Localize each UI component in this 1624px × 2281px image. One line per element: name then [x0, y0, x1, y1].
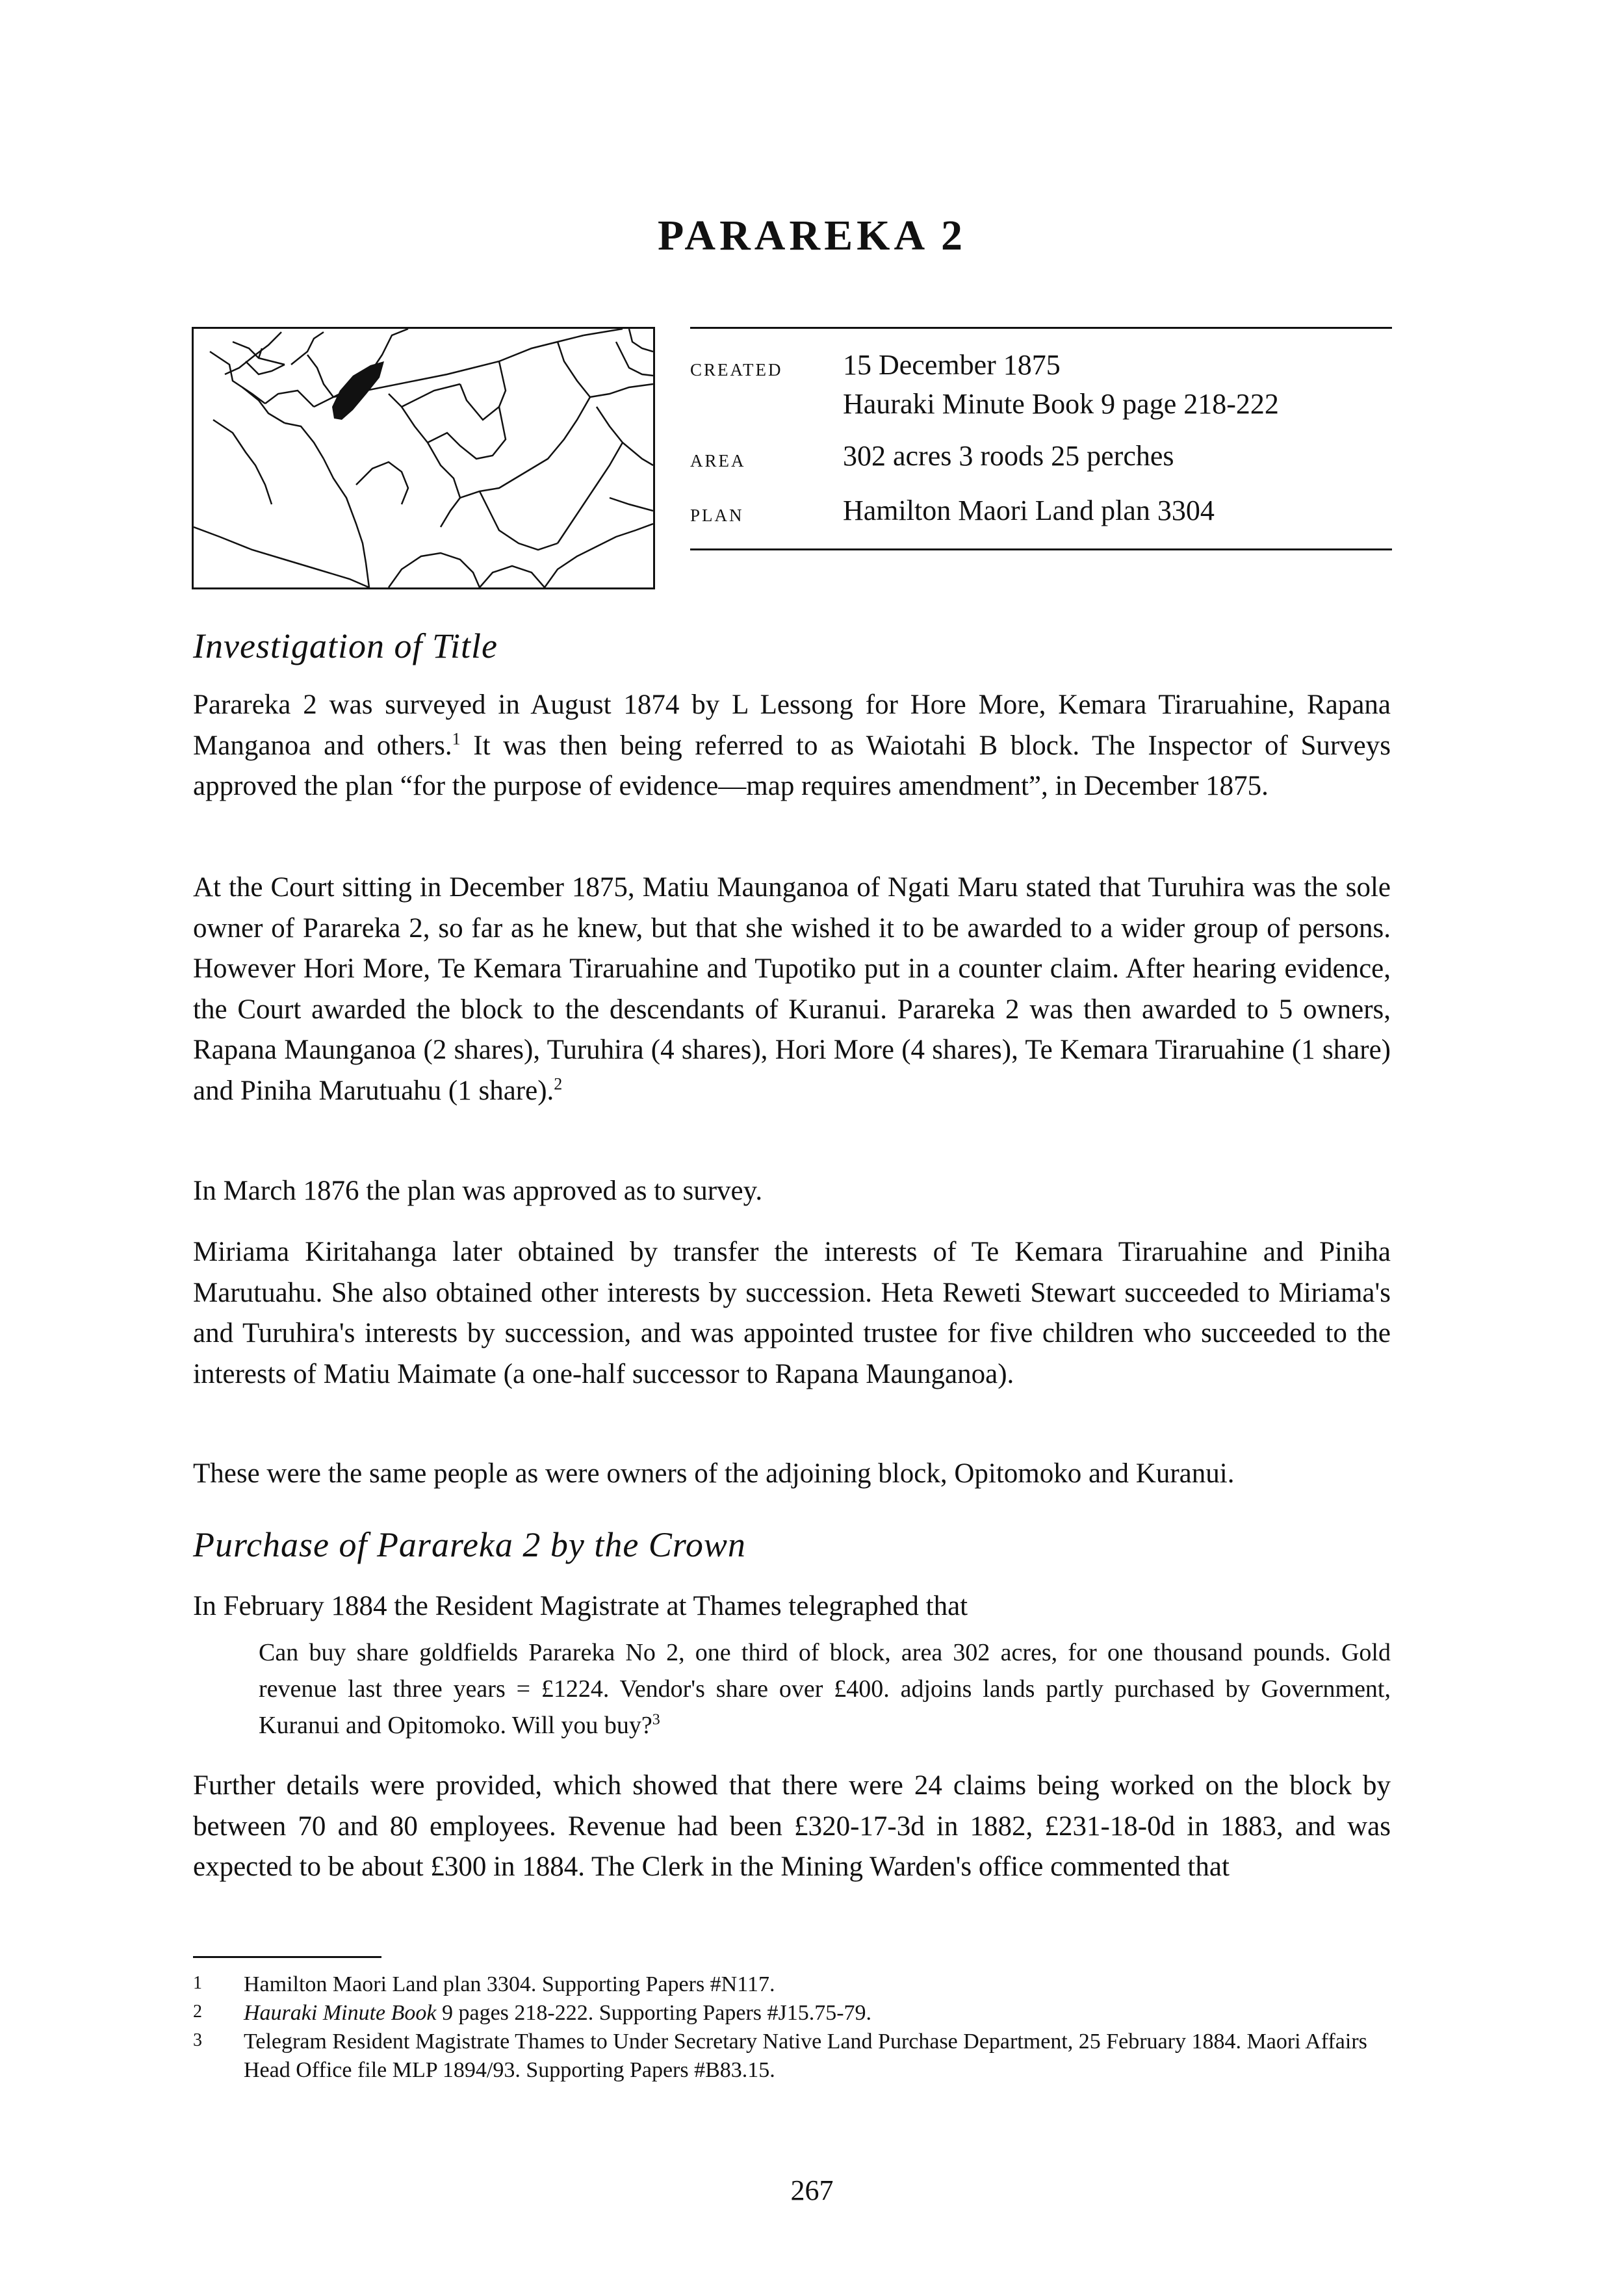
- paragraph-6: In February 1884 the Resident Magistrate at Thames telegraphed that: [193, 1591, 968, 1621]
- created-row: [690, 346, 1392, 424]
- paragraph-4: Miriama Kiritahanga later obtained by transfer the interests of Te Kemara Tiraruahine and Piniha Marutuahu. She also obtained other interests by succession. Heta Reweti Stewart succeeded to Miriama's and Turuhira's interests by succession, and was appointed trustee for five children who succeeded to the interests of Matiu Maimate (a one-half successor to Rapana Maunganoa).: [193, 1237, 1391, 1389]
- footnote-text: [244, 1999, 1391, 2028]
- location-map: [192, 327, 655, 589]
- paragraph-7: Further details were provided, which showed that there were 24 claims being worked on the block by between 70 and 80 employees. Revenue had been £320-17-3d in 1882, £231-18-0d in 1883, and was expected to be about £300 in 1884. The Clerk in the Mining Warden's office commented that: [193, 1770, 1391, 1882]
- block-map-drawing: [194, 329, 653, 587]
- footnote-divider: [193, 1956, 381, 1958]
- created-value: [843, 346, 1279, 424]
- footnote-2: [193, 1999, 1391, 2028]
- footnote-text: Telegram Resident Magistrate Thames to Under Secretary Native Land Purchase Department, 25 February 1884. Maori Affairs Head Office file MLP 1894/93. Supporting Papers #B83.15.: [244, 2030, 1367, 2082]
- paragraph-2: [193, 868, 1391, 1111]
- paragraph-1-text-a: Parareka 2 was surveyed in August 1874 by L Lessong for Hore More, Kemara Tiraruahine, Rapana Manganoa and others.: [193, 689, 1391, 761]
- section-heading-investigation: Investigation of Title: [193, 626, 498, 665]
- page-title: PARAREKA 2: [658, 212, 966, 259]
- section-heading-purchase: Purchase of Parareka 2 by the Crown: [193, 1525, 746, 1564]
- footnote-3: [193, 2028, 1391, 2085]
- footnote-ref-1: 1: [452, 729, 461, 749]
- area-label: area: [690, 445, 746, 472]
- paragraph-2-text: At the Court sitting in December 1875, Matiu Maunganoa of Ngati Maru stated that Turuhira was the sole owner of Parareka 2, so far as he knew, but that she wished it to be awarded to a wider group of persons. However Hori More, Te Kemara Tiraruahine and Tupotiko put in a counter claim. After hearing evidence, the Court awarded the block to the descendants of Kuranui. Parareka 2 was then awarded to 5 owners, Rapana Maunganoa (2 shares), Turuhira (4 shares), Hori More (4 shares), Te Kemara Tiraruahine (1 share) and Piniha Marutuahu (1 share).: [193, 872, 1391, 1106]
- block-info-table: [690, 327, 1392, 550]
- area-row: [690, 437, 1392, 478]
- footnote-ref-2: 2: [554, 1074, 563, 1094]
- created-label: created: [690, 354, 783, 381]
- footnote-text-rest: 9 pages 218-222. Supporting Papers #J15.75-79.: [436, 2001, 872, 2025]
- block-quote-text: Can buy share goldfields Parareka No 2, one third of block, area 302 acres, for one thousand pounds. Gold revenue last three years = £1224. Vendor's share over £400. adjoins lands partly purchased by Government, Kuranui and Opitomoko. Will you buy?: [259, 1639, 1391, 1739]
- paragraph-1-text-b: It was then being referred to as Waiotahi B block. The Inspector of Surveys approved the plan “for the purpose of evidence—map requires amendment”, in December 1875.: [193, 730, 1391, 801]
- footnote-1: [193, 1970, 1391, 1999]
- paragraph-1: [193, 685, 1391, 807]
- paragraph-5: These were the same people as were owners of the adjoining block, Opitomoko and Kuranui.: [193, 1458, 1235, 1489]
- plan-label: plan: [690, 500, 744, 527]
- area-value: 302 acres 3 roods 25 perches: [843, 440, 1174, 472]
- block-quote: [259, 1634, 1391, 1744]
- created-date: 15 December 1875: [843, 349, 1061, 381]
- created-minute-book: Hauraki Minute Book 9 page 218-222: [843, 388, 1279, 420]
- footnote-text: Hamilton Maori Land plan 3304. Supporting Papers #N117.: [244, 1972, 775, 1996]
- footnote-ref-3: 3: [652, 1711, 660, 1729]
- plan-value: Hamilton Maori Land plan 3304: [843, 495, 1215, 526]
- footnote-number: 1: [193, 1973, 202, 1993]
- footnote-number: 2: [193, 2002, 202, 2022]
- paragraph-3: In March 1876 the plan was approved as to survey.: [193, 1176, 763, 1206]
- page-number: 267: [790, 2174, 834, 2206]
- footnote-book-title: Hauraki Minute Book: [244, 2001, 437, 2025]
- footnote-number: 3: [193, 2030, 202, 2050]
- plan-row: [690, 491, 1392, 533]
- footnotes: [193, 1970, 1391, 2085]
